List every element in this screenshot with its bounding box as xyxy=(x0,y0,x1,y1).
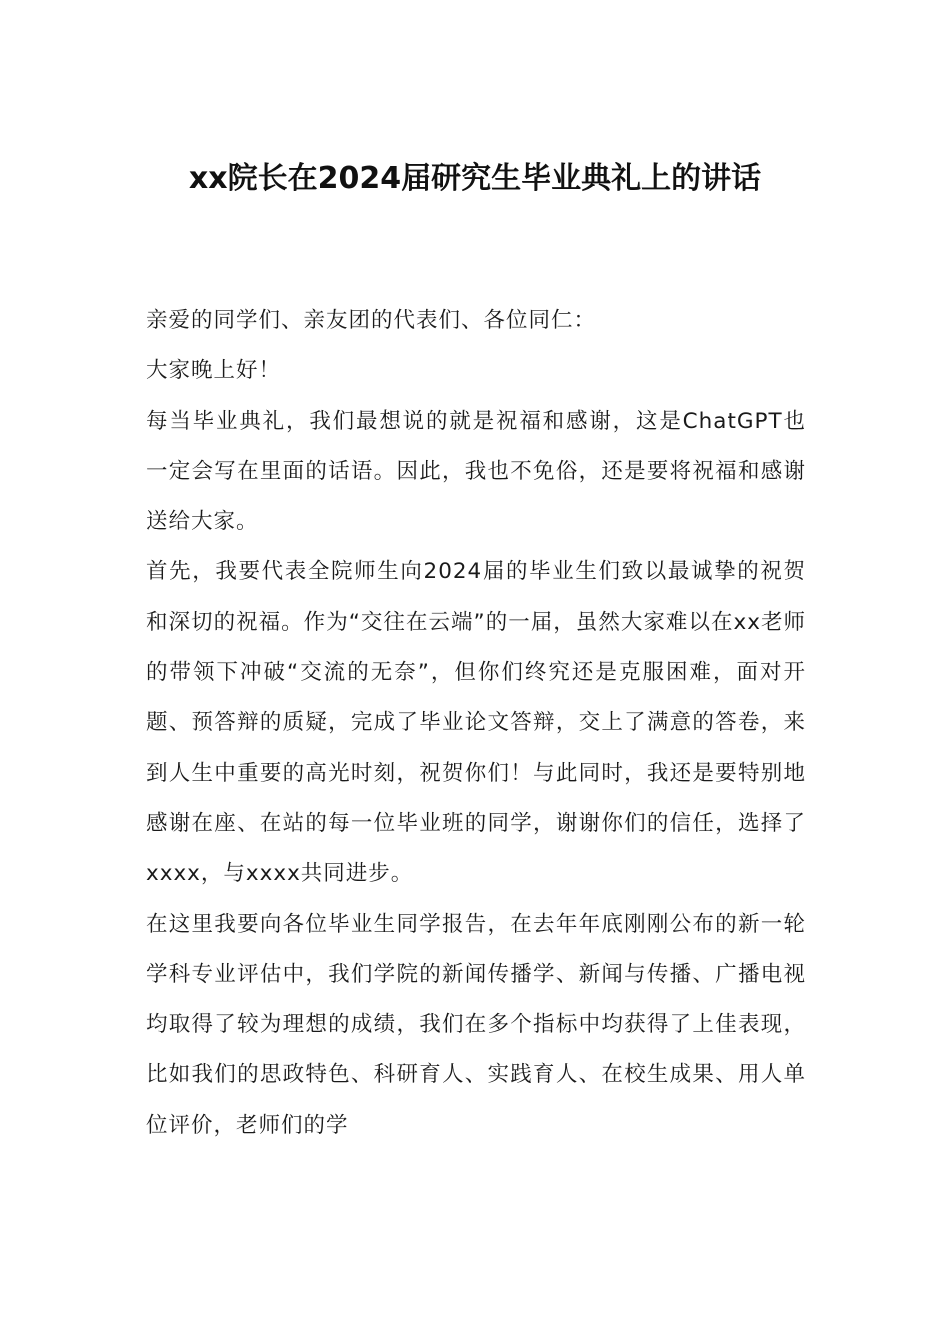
document-body xyxy=(146,296,806,1151)
paragraph-salutation: 亲爱的同学们、亲友团的代表们、各位同仁： xyxy=(146,308,597,333)
paragraph-congratulations: 首先，我要代表全院师生向2024届的毕业生们致以最诚挚的祝贺和深切的祝福。作为“交往在云端”的一届，虽然大家难以在xx老师的带领下冲破“交流的无奈”，但你们终究还是克服困难，面对开题、预答辩的质疑，完成了毕业论文答辩，交上了满意的答卷，来到人生中重要的高光时刻，祝贺你们！与此同时，我还是要特别地感谢在座、在站的每一位毕业班的同学，谢谢你们的信任，选择了xxxx，与xxxx共同进步。 xyxy=(146,559,806,887)
document-title: xx院长在2024届研究生毕业典礼上的讲话 xyxy=(188,161,762,196)
paragraph-report: 在这里我要向各位毕业生同学报告，在去年年底刚刚公布的新一轮学科专业评估中，我们学院的新闻传播学、新闻与传播、广播电视均取得了较为理想的成绩，我们在多个指标中均获得了上佳表现，比如我们的思政特色、科研育人、实践育人、在校生成果、用人单位评价，老师们的学 xyxy=(146,911,806,1138)
paragraph-blessing: 每当毕业典礼，我们最想说的就是祝福和感谢，这是ChatGPT也一定会写在里面的话语。因此，我也不免俗，还是要将祝福和感谢送给大家。 xyxy=(146,408,806,535)
paragraph-greeting: 大家晚上好！ xyxy=(146,358,282,384)
